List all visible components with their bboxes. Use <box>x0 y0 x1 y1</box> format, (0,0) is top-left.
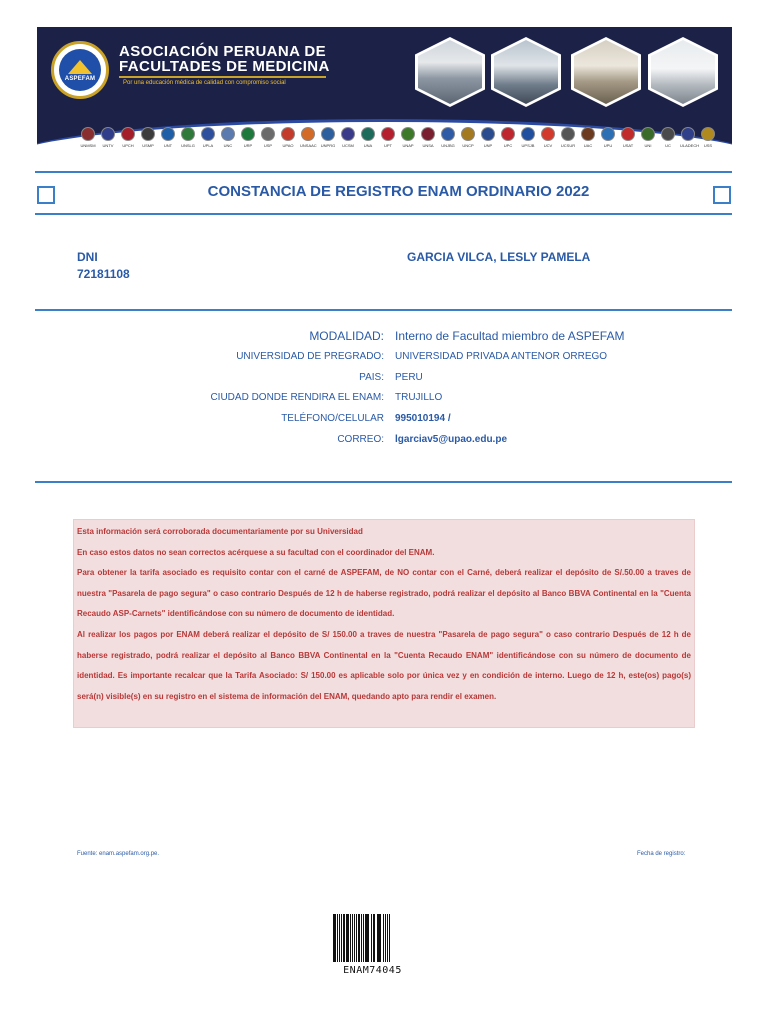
university-logo <box>260 127 276 147</box>
university-logo-caption: UPSJB <box>521 143 535 148</box>
university-logo-caption: USAT <box>622 143 634 148</box>
notice-paragraph: En caso estos datos no sean correctos acérquese a su facultad con el coordinador del ENAM. <box>77 547 435 557</box>
university-logo-icon <box>381 127 395 141</box>
barcode-number: ENAM74045 <box>343 965 402 976</box>
modalidad-label: MODALIDAD: <box>309 329 384 343</box>
dni-value: 72181108 <box>77 267 130 281</box>
university-logo-caption: UC <box>665 143 671 148</box>
university-logo-caption: UNA <box>363 143 373 148</box>
university-logo <box>360 127 376 147</box>
university-logo-caption: UNMSM <box>80 143 96 148</box>
university-logo-caption: UNAP <box>402 143 414 148</box>
university-logo-icon <box>81 127 95 141</box>
banner-photo-lecture <box>648 37 718 107</box>
seal-text: ASPEFAM <box>64 76 96 82</box>
university-logo-icon <box>461 127 475 141</box>
university-logo-icon <box>501 127 515 141</box>
dni-label: DNI <box>77 250 98 264</box>
title-bottom-divider <box>35 213 732 215</box>
correo-value: lgarciav5@upao.edu.pe <box>395 434 508 445</box>
university-logo-icon <box>401 127 415 141</box>
university-logo <box>80 127 96 147</box>
university-logo <box>140 127 156 147</box>
organization-underline <box>119 76 326 78</box>
university-logo-caption: UCV <box>543 143 553 148</box>
pais-value: PERU <box>395 372 423 383</box>
university-logo-caption: UNC <box>223 143 233 148</box>
telefono-value: 995010194 / <box>395 413 451 424</box>
university-logo-caption: UNTV <box>102 143 114 148</box>
banner-photo-students-2 <box>491 37 561 107</box>
university-logo-caption: UNSLG <box>181 143 195 148</box>
university-logo-icon <box>601 127 615 141</box>
ciudad-value: TRUJILLO <box>395 392 443 403</box>
university-logo-caption: UPCH <box>122 143 134 148</box>
university-logo <box>640 127 656 147</box>
university-logo-caption: UNSA <box>422 143 434 148</box>
detail-row-ciudad <box>100 392 700 408</box>
detail-row-telefono <box>100 413 700 429</box>
details-divider <box>35 481 732 483</box>
important-notice-box <box>73 519 695 728</box>
university-logo-caption: USMP <box>142 143 154 148</box>
university-logo <box>340 127 356 147</box>
university-logo-icon <box>261 127 275 141</box>
telefono-label: TELÉFONO/CELULAR <box>281 413 384 424</box>
university-logo <box>320 127 336 147</box>
university-logo <box>240 127 256 147</box>
registration-date-label: Fecha de registro: <box>637 851 686 857</box>
university-logo-icon <box>441 127 455 141</box>
ciudad-label: CIUDAD DONDE RENDIRA EL ENAM: <box>210 392 384 403</box>
university-logo <box>220 127 236 147</box>
left-corner-box <box>37 186 55 204</box>
university-logo-icon <box>161 127 175 141</box>
source-footnote: Fuente: enam.aspefam.org.pe. <box>77 851 160 857</box>
university-logo-icon <box>321 127 335 141</box>
right-corner-box <box>713 186 731 204</box>
universidad-value: UNIVERSIDAD PRIVADA ANTENOR ORREGO <box>395 351 608 362</box>
university-logo <box>100 127 116 147</box>
university-logo <box>600 127 616 147</box>
university-logo-caption: UNP <box>483 143 493 148</box>
university-logo <box>500 127 516 147</box>
university-logo-icon <box>681 127 695 141</box>
university-logo-icon <box>541 127 555 141</box>
university-logo-caption: UNJBG <box>441 143 455 148</box>
university-logo <box>380 127 396 147</box>
university-logo-caption: UNCP <box>462 143 474 148</box>
university-logo-icon <box>581 127 595 141</box>
university-logo-icon <box>521 127 535 141</box>
university-logo-caption: UCSM <box>342 143 354 148</box>
university-logo-icon <box>241 127 255 141</box>
detail-row-universidad <box>100 351 700 367</box>
university-logo <box>540 127 556 147</box>
university-logo-icon <box>341 127 355 141</box>
university-logo-caption: USP <box>263 143 273 148</box>
university-logo <box>300 127 316 147</box>
university-logo-caption: USS <box>703 143 713 148</box>
university-logo-icon <box>121 127 135 141</box>
university-logo-caption: ULADECH <box>680 143 700 148</box>
university-logo-icon <box>221 127 235 141</box>
university-logo-icon <box>101 127 115 141</box>
university-logo <box>480 127 496 147</box>
banner-photo-students-3 <box>571 37 641 107</box>
university-logo-caption: UPC <box>503 143 513 148</box>
university-logo-caption: URP <box>243 143 253 148</box>
university-logo-icon <box>701 127 715 141</box>
detail-row-correo <box>100 434 700 450</box>
notice-paragraph: Al realizar los pagos por ENAM deberá realizar el depósito de S/ 150.00 a traves de nuestra "Pasarela de pago segura" o caso contrario Después de 12 h de haberse registrado, podrá realizar el depósito al Banco BBVA Continental en la "Cuenta Recaudo ENAM" identificándose con su número de documento de identidad. Es importante recalcar que la Tarifa Asociado: S/ 150.00 es aplicable solo por única vez y en condición de interno. Luego de 12 h, este(os) pago(s) será(n) visible(s) en su registro en el sistema de información del ENAM, quedando apto para rendir el examen. <box>77 629 691 701</box>
pais-label: PAIS: <box>359 372 384 383</box>
organization-slogan: Por una educación médica de calidad con compromiso social <box>123 80 286 86</box>
modalidad-value: Interno de Facultad miembro de ASPEFAM <box>395 329 625 343</box>
organization-name: ASOCIACIÓN PERUANA DE FACULTADES DE MEDICINA <box>119 43 330 75</box>
university-logo <box>120 127 136 147</box>
correo-label: CORREO: <box>337 434 384 445</box>
universidad-label: UNIVERSIDAD DE PREGRADO: <box>236 351 384 362</box>
university-logo <box>580 127 596 147</box>
university-logo-caption: UCSUR <box>560 143 576 148</box>
notice-paragraph: Esta información será corroborada documentariamente por su Universidad <box>77 527 363 536</box>
university-logo <box>680 127 700 148</box>
university-logo-icon <box>561 127 575 141</box>
university-logo <box>660 127 676 147</box>
university-logo-caption: UPU <box>603 143 613 148</box>
university-logo-caption: UAC <box>583 143 593 148</box>
university-logo-caption: UNPRG <box>320 143 336 148</box>
university-logo <box>460 127 476 147</box>
university-logo-icon <box>361 127 375 141</box>
detail-row-modalidad <box>100 329 700 345</box>
university-logo-icon <box>201 127 215 141</box>
university-logo <box>160 127 176 147</box>
university-logo <box>560 127 576 147</box>
university-logo-caption: UPT <box>384 143 392 148</box>
university-logo-row <box>80 127 730 157</box>
university-logo-icon <box>621 127 635 141</box>
university-logo <box>180 127 196 147</box>
document-title: CONSTANCIA DE REGISTRO ENAM ORDINARIO 2022 <box>207 183 590 200</box>
identity-divider <box>35 309 732 311</box>
university-logo <box>400 127 416 147</box>
university-logo <box>200 127 216 147</box>
registrant-name: GARCIA VILCA, LESLY PAMELA <box>407 250 591 264</box>
university-logo-icon <box>481 127 495 141</box>
university-logo <box>700 127 716 147</box>
university-logo <box>520 127 536 147</box>
university-logo-caption: UPAO <box>282 143 294 148</box>
university-logo-icon <box>141 127 155 141</box>
registration-barcode <box>333 914 412 962</box>
university-logo-caption: UPLA <box>202 143 214 148</box>
university-logo <box>440 127 456 147</box>
detail-row-pais <box>100 372 700 388</box>
university-logo <box>280 127 296 147</box>
notice-paragraph: Para obtener la tarifa asociado es requisito contar con el carné de ASPEFAM, de NO contar con el Carné, deberá realizar el depósito de S/.50.00 a traves de nuestra "Pasarela de pago segura" o caso contrario Después de 12 h de haberse registrado, podrá realizar el depósito al Banco BBVA Continental en la "Cuenta Recaudo ASP-Carnets" identificándose con su número de documento de identidad. <box>77 568 691 619</box>
university-logo-caption: UNSAAC <box>300 143 317 148</box>
title-top-divider <box>35 171 732 173</box>
university-logo-icon <box>301 127 315 141</box>
university-logo-icon <box>421 127 435 141</box>
university-logo <box>420 127 436 147</box>
university-logo <box>620 127 636 147</box>
banner-photo-students-1 <box>415 37 485 107</box>
university-logo-icon <box>181 127 195 141</box>
aspefam-seal-logo <box>51 41 109 99</box>
university-logo-caption: UNT <box>163 143 173 148</box>
university-logo-icon <box>281 127 295 141</box>
university-logo-icon <box>641 127 655 141</box>
university-logo-icon <box>661 127 675 141</box>
university-logo-caption: UNI <box>644 143 652 148</box>
